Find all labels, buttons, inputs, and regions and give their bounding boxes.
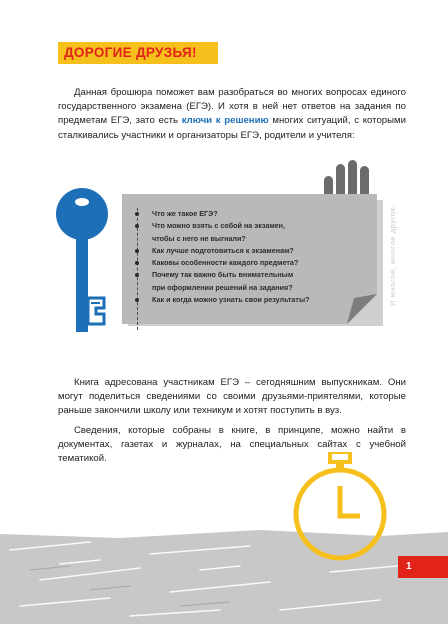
questions-card bbox=[122, 194, 377, 324]
page-number-tab bbox=[398, 556, 448, 578]
question-item: Почему так важно быть внимательным bbox=[134, 269, 364, 281]
key-icon bbox=[54, 186, 114, 334]
question-item: Как и когда можно узнать свои результаты? bbox=[134, 294, 364, 306]
question-item: Каковы особенности каждого предмета? bbox=[134, 257, 364, 269]
intro-text-start: Данная брошюра поможет вам разобраться во многих вопросах единого государственного экзамена (ЕГЭ). И хотя в ней нет ответов на задания по предметам ЕГЭ, зато есть bbox=[58, 87, 406, 127]
question-item-continued: при оформлении решений на задания? bbox=[152, 282, 293, 292]
question-item-continued: чтобы с него не выгнали? bbox=[152, 233, 246, 243]
page-number: 1 bbox=[406, 561, 412, 572]
intro-paragraph bbox=[58, 86, 406, 143]
side-caption: И многое, многое другое. bbox=[388, 203, 397, 306]
body-paragraph-1: Книга адресована участникам ЕГЭ – сегодняшним выпускникам. Они могут поделиться сведениями со своими друзьями-приятелями, которые раньше закончили школу или техникум и хотят поступить в вуз. bbox=[58, 377, 406, 417]
intro-highlight: ключи к решению bbox=[181, 115, 269, 127]
question-item: Что можно взять с собой на экзамен, bbox=[134, 220, 364, 232]
body-paragraph-2: Сведения, которые собраны в книге, в принципе, можно найти в документах, газетах и журналах, на специальных сайтах с учебной тематикой. bbox=[58, 425, 406, 465]
questions-list bbox=[134, 208, 364, 306]
intro-text-end: многих ситуаций, с которыми сталкивались участники и организаторы ЕГЭ, родители и учителя: bbox=[58, 115, 406, 141]
page-title-bar bbox=[58, 42, 218, 64]
question-item: Что же такое ЕГЭ? bbox=[134, 208, 364, 220]
clock-icon bbox=[290, 452, 390, 564]
question-item: Как лучше подготовиться к экзаменам? bbox=[134, 245, 364, 257]
page-title: ДОРОГИЕ ДРУЗЬЯ! bbox=[64, 45, 197, 60]
